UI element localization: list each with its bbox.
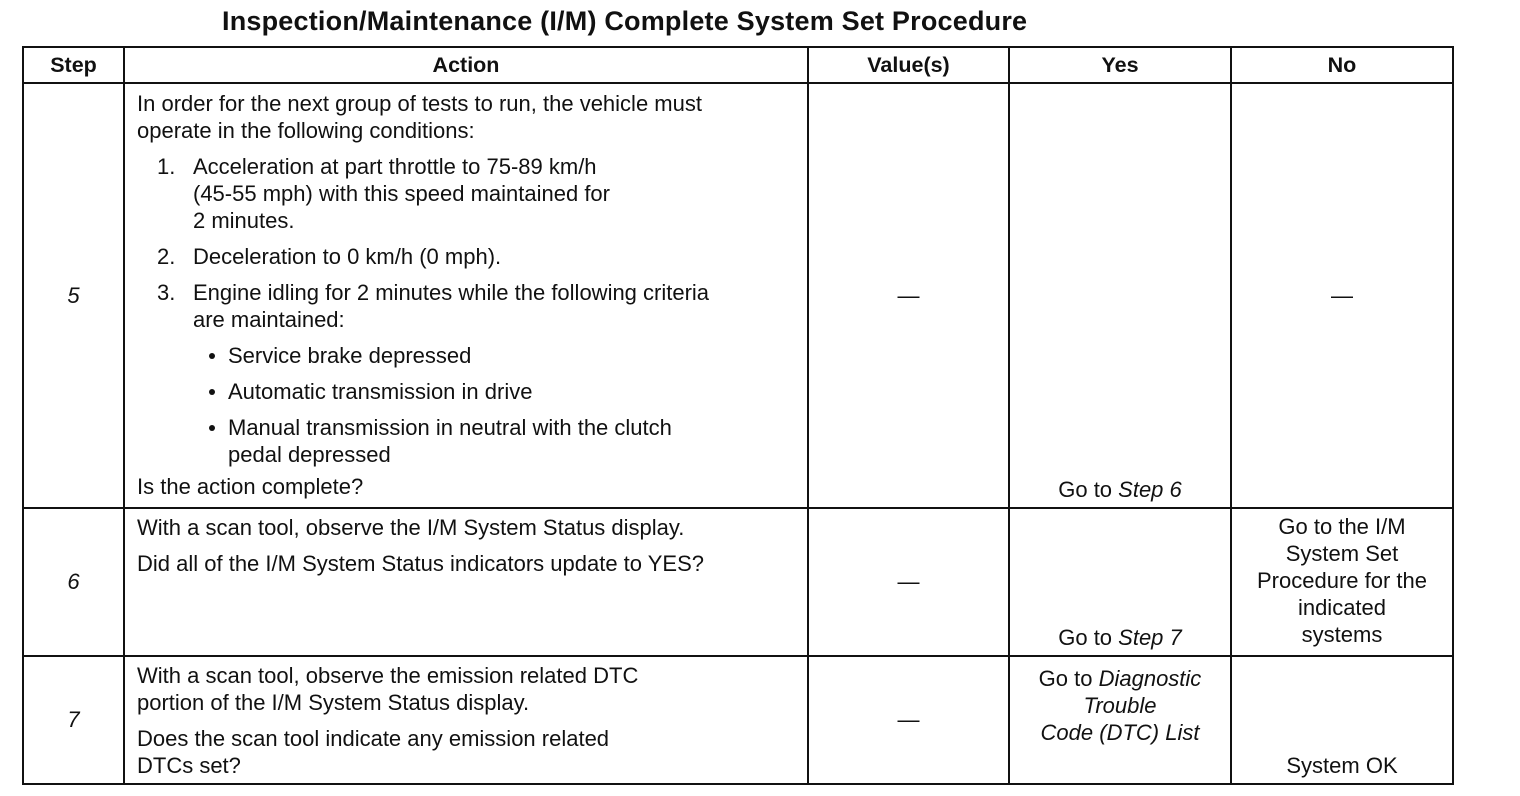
value-cell: — — [808, 83, 1009, 508]
criteria-item — [193, 342, 797, 369]
condition-item — [137, 279, 797, 468]
procedure-table — [22, 46, 1454, 785]
header-row — [23, 47, 1453, 83]
condition-number: 2. — [157, 244, 176, 269]
reference-line: Trouble — [1083, 693, 1157, 718]
action-cell — [124, 83, 808, 508]
yes-prefix: Go to — [1038, 666, 1099, 691]
header-action: Action — [124, 47, 808, 83]
yes-result — [1010, 476, 1230, 503]
condition-item — [137, 243, 797, 270]
reference-line: Diagnostic — [1098, 666, 1202, 691]
value-cell: — — [808, 508, 1009, 656]
yes-prefix: Go to — [1058, 477, 1119, 502]
action-question: Did all of the I/M System Status indicators update to YES? — [137, 551, 704, 576]
no-cell — [1231, 508, 1453, 656]
header-no: No — [1231, 47, 1453, 83]
criteria-line: Service brake depressed — [228, 343, 472, 368]
action-cell — [124, 508, 808, 656]
yes-result — [1010, 624, 1230, 651]
condition-number: 1. — [157, 154, 176, 179]
question-line: DTCs set? — [137, 753, 241, 778]
step-number: 7 — [23, 656, 124, 784]
condition-line: (45-55 mph) with this speed maintained for — [193, 181, 610, 206]
no-cell — [1231, 656, 1453, 784]
condition-line: 2 minutes. — [193, 208, 295, 233]
no-line: Go to the I/M — [1278, 514, 1406, 539]
criteria-item — [193, 414, 797, 468]
action-line: In order for the next group of tests to run, the vehicle must — [137, 91, 702, 116]
criteria-line: Automatic transmission in drive — [228, 379, 533, 404]
no-result: System OK — [1286, 753, 1398, 778]
condition-item — [137, 153, 797, 234]
action-intro — [137, 90, 797, 144]
conditions-list — [137, 153, 797, 468]
no-line: indicated — [1297, 595, 1387, 620]
step-number: 5 — [23, 83, 124, 508]
document-title: Inspection/Maintenance (I/M) Complete System Set Procedure — [222, 6, 1028, 36]
criteria-line: Manual transmission in neutral with the clutch — [228, 415, 672, 440]
action-line: With a scan tool, observe the I/M System Status display. — [137, 515, 685, 540]
table-row-step-5 — [23, 83, 1453, 508]
yes-cell — [1009, 508, 1231, 656]
header-step: Step — [23, 47, 124, 83]
question-line: Does the scan tool indicate any emission related — [137, 726, 610, 751]
table-row-step-6 — [23, 508, 1453, 656]
no-cell: — — [1231, 83, 1453, 508]
action-line: portion of the I/M System Status display. — [137, 690, 530, 715]
action-question: Is the action complete? — [137, 474, 364, 499]
action-line: With a scan tool, observe the emission related DTC — [137, 663, 639, 688]
criteria-list — [193, 342, 797, 468]
yes-result — [1010, 665, 1230, 746]
condition-number: 3. — [157, 280, 176, 305]
no-line: systems — [1301, 622, 1383, 647]
step-reference: Step 7 — [1118, 625, 1182, 650]
reference-line: Code (DTC) List — [1040, 720, 1200, 745]
header-yes: Yes — [1009, 47, 1231, 83]
criteria-line: pedal depressed — [228, 442, 391, 467]
yes-cell — [1009, 656, 1231, 784]
action-cell — [124, 656, 808, 784]
condition-line: Engine idling for 2 minutes while the following criteria — [193, 280, 710, 305]
action-question — [137, 725, 797, 779]
step-reference: Step 6 — [1118, 477, 1182, 502]
value-cell: — — [808, 656, 1009, 784]
condition-line: are maintained: — [193, 307, 345, 332]
condition-line: Deceleration to 0 km/h (0 mph). — [193, 244, 502, 269]
action-line: operate in the following conditions: — [137, 118, 475, 143]
step-number: 6 — [23, 508, 124, 656]
header-values: Value(s) — [808, 47, 1009, 83]
action-text — [137, 662, 797, 716]
criteria-item — [193, 378, 797, 405]
yes-prefix: Go to — [1058, 625, 1119, 650]
no-line: System Set — [1285, 541, 1399, 566]
no-line: Procedure for the — [1257, 568, 1427, 593]
condition-line: Acceleration at part throttle to 75-89 km/h — [193, 154, 597, 179]
no-result — [1232, 513, 1452, 648]
table-row-step-7 — [23, 656, 1453, 784]
yes-cell — [1009, 83, 1231, 508]
